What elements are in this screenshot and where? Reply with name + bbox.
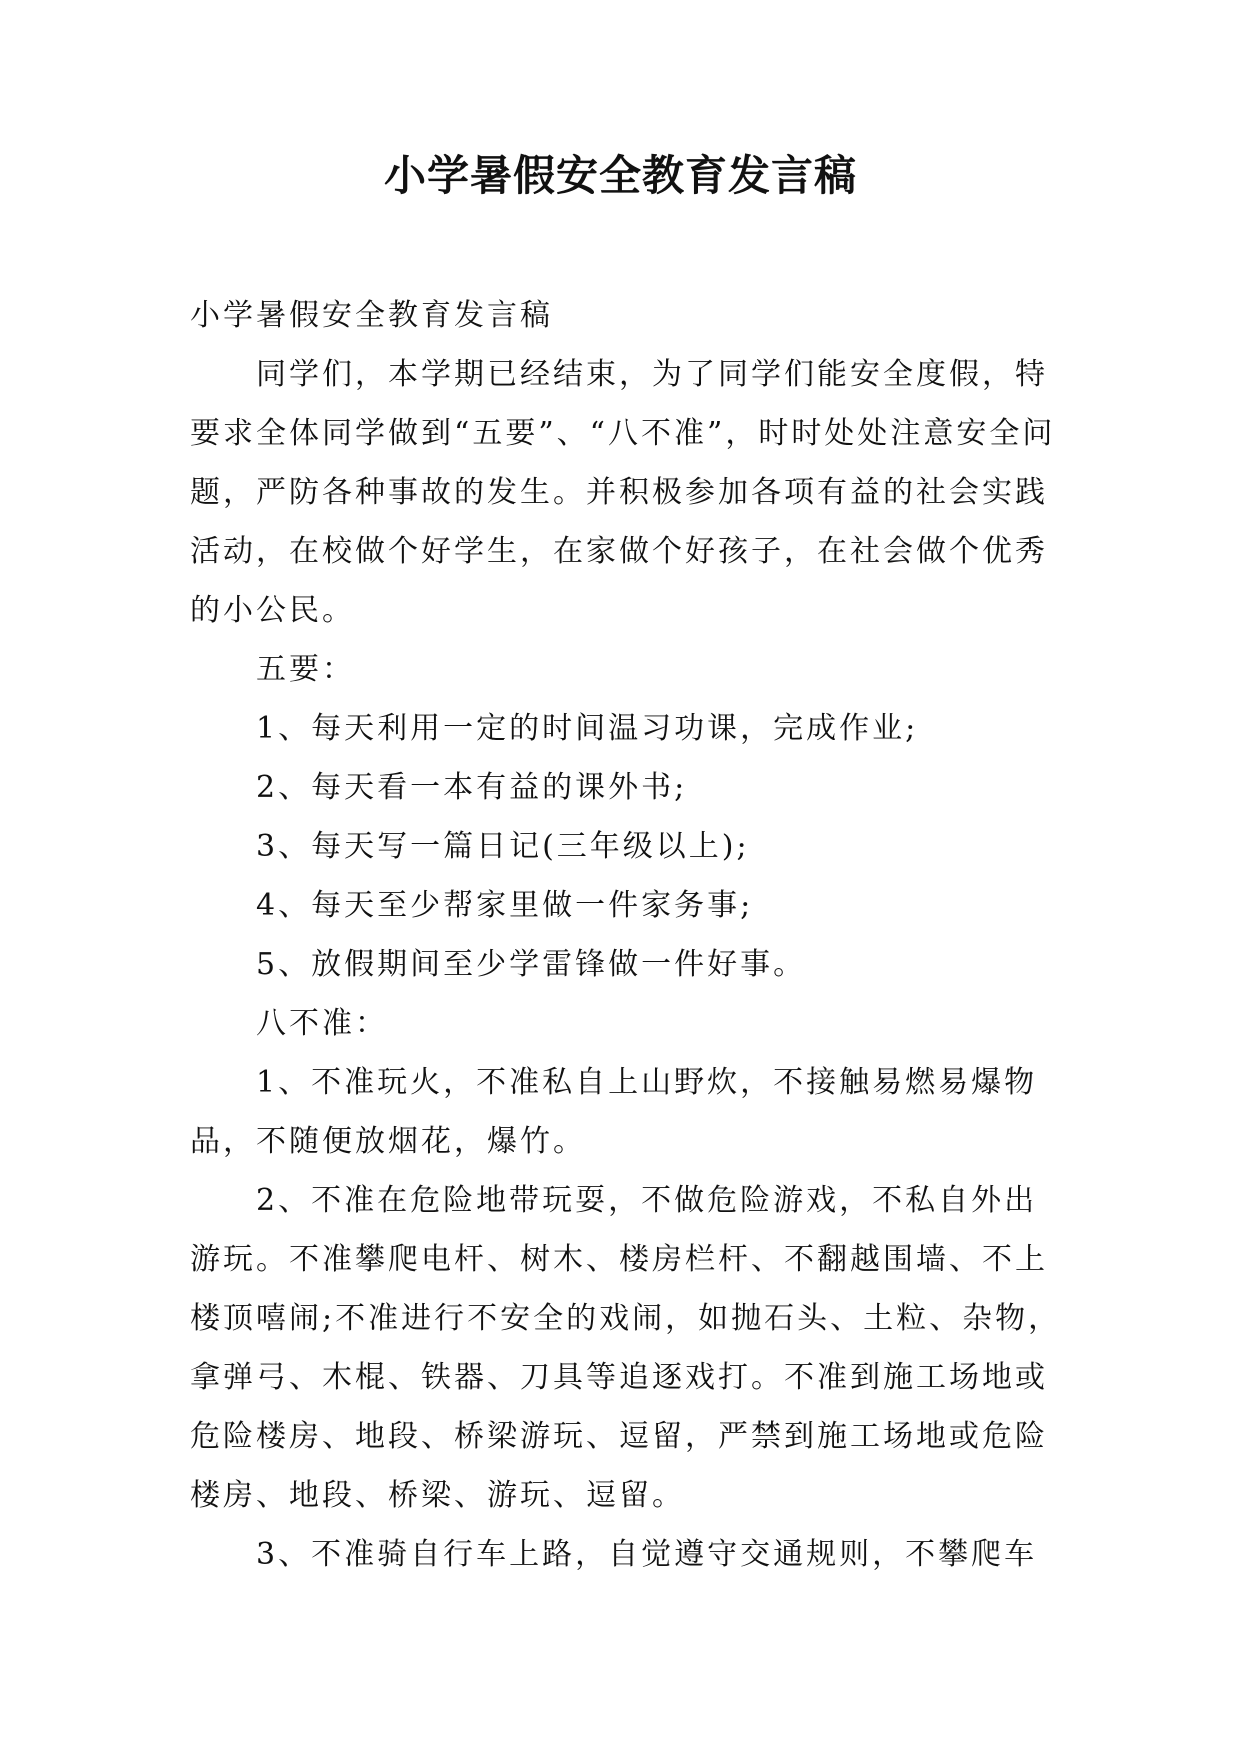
list-item: 2、不准在危险地带玩耍，不做危险游戏，不私自外出游玩。不准攀爬电杆、树木、楼房栏杆、不翻越围墙、不上楼顶嘻闹;不准进行不安全的戏闹，如抛石头、土粒、杂物，拿弹弓、木棍、铁器、刀具等追逐戏打。不准到施工场地或危险楼房、地段、桥梁游玩、逗留，严禁到施工场地或危险楼房、地段、桥梁、游玩、逗留。 [190, 1183, 1062, 1513]
list-item: 3、不准骑自行车上路，自觉遵守交通规则，不攀爬车 [256, 1537, 1038, 1572]
list-item: 2、每天看一本有益的课外书; [256, 770, 688, 805]
document-title: 小学暑假安全教育发言稿 [383, 151, 857, 200]
document-subtitle: 小学暑假安全教育发言稿 [190, 298, 553, 333]
list-item: 1、每天利用一定的时间温习功课，完成作业; [256, 711, 919, 746]
five-musts-heading: 五要： [256, 652, 355, 687]
list-item: 4、每天至少帮家里做一件家务事; [256, 888, 754, 923]
list-item: 3、每天写一篇日记(三年级以上); [256, 829, 750, 864]
document-body [190, 286, 1070, 1584]
eight-prohibitions-heading: 八不准： [256, 1006, 388, 1041]
list-item: 5、放假期间至少学雷锋做一件好事。 [256, 947, 807, 982]
list-item: 1、不准玩火，不准私自上山野炊，不接触易燃易爆物品，不随便放烟花，爆竹。 [190, 1065, 1038, 1159]
intro-paragraph: 同学们，本学期已经结束，为了同学们能安全度假，特要求全体同学做到“五要”、“八不准”，时时处处注意安全问题，严防各种事故的发生。并积极参加各项有益的社会实践活动，在校做个好学生，在家做个好孩子，在社会做个优秀的小公民。 [190, 357, 1056, 628]
